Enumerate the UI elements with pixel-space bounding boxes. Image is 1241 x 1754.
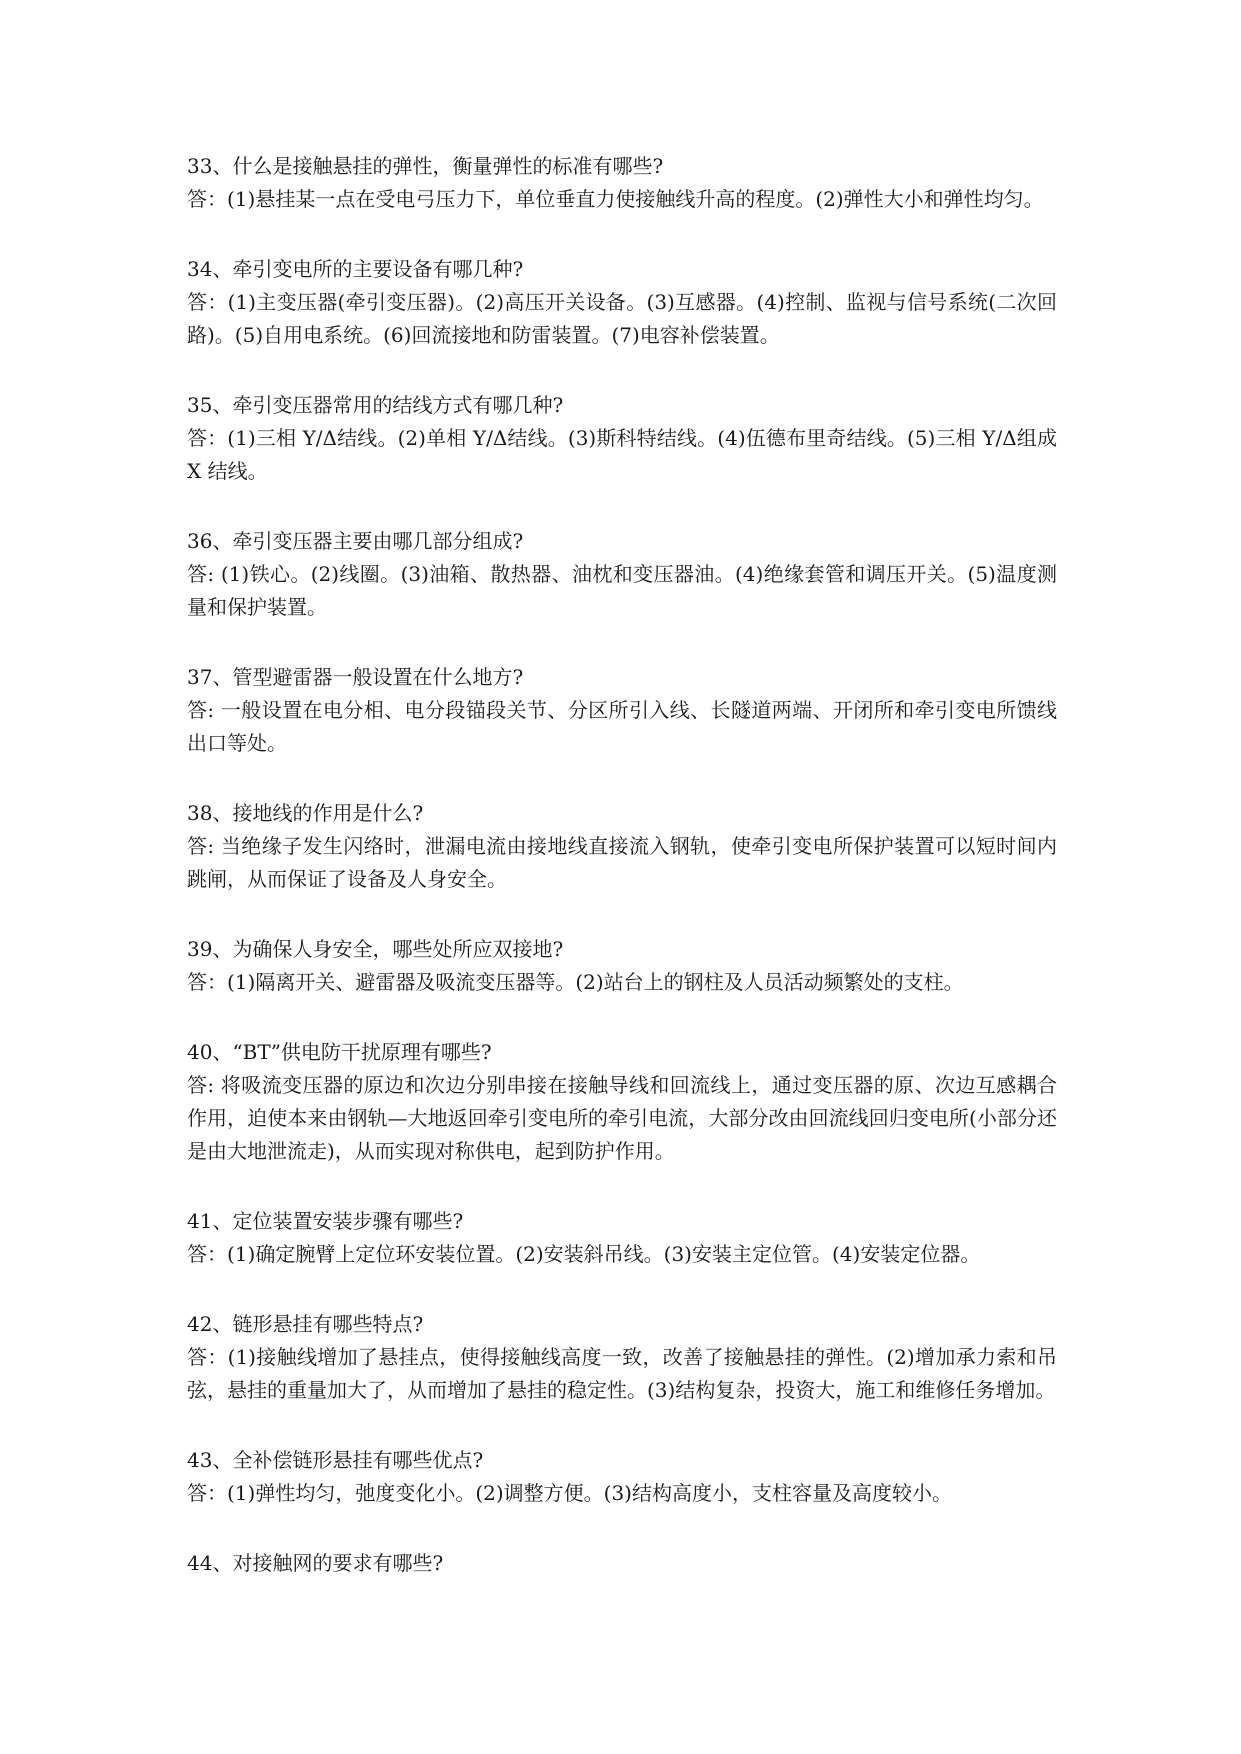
question-text: 35、牵引变压器常用的结线方式有哪几种? xyxy=(187,393,564,417)
question-text: 36、牵引变压器主要由哪几部分组成? xyxy=(187,529,524,553)
answer-text: 答: 当绝缘子发生闪络时，泄漏电流由接地线直接流入钢轨，使牵引变电所保护装置可以短时间内跳闸，从而保证了设备及人身安全。 xyxy=(187,834,1057,891)
answer-text: 答：(1)主变压器(牵引变压器)。(2)高压开关设备。(3)互感器。(4)控制、监视与信号系统(二次回路)。(5)自用电系统。(6)回流接地和防雷装置。(7)电容补偿装置。 xyxy=(187,290,1057,347)
qa-item xyxy=(187,389,1057,488)
question-text: 44、对接触网的要求有哪些? xyxy=(187,1551,444,1575)
answer-text: 答：(1)确定腕臂上定位环安装位置。(2)安装斜吊线。(3)安装主定位管。(4)安装定位器。 xyxy=(187,1242,981,1266)
qa-item xyxy=(187,1444,1057,1510)
question-text: 43、全补偿链形悬挂有哪些优点? xyxy=(187,1448,484,1472)
qa-item xyxy=(187,1308,1057,1407)
document-content xyxy=(187,150,1057,1580)
answer-text: 答：(1)悬挂某一点在受电弓压力下，单位垂直力使接触线升高的程度。(2)弹性大小和弹性均匀。 xyxy=(187,187,1044,211)
qa-item xyxy=(187,150,1057,216)
question-text: 39、为确保人身安全，哪些处所应双接地? xyxy=(187,937,564,961)
qa-item xyxy=(187,525,1057,624)
qa-item xyxy=(187,1036,1057,1168)
question-text: 34、牵引变电所的主要设备有哪几种? xyxy=(187,257,524,281)
answer-text: 答：(1)接触线增加了悬挂点，使得接触线高度一致，改善了接触悬挂的弹性。(2)增加承力索和吊弦，悬挂的重量加大了，从而增加了悬挂的稳定性。(3)结构复杂，投资大，施工和维修任务增加。 xyxy=(187,1345,1057,1402)
qa-item xyxy=(187,661,1057,760)
qa-item xyxy=(187,1205,1057,1271)
question-text: 41、定位装置安装步骤有哪些? xyxy=(187,1209,464,1233)
question-text: 42、链形悬挂有哪些特点? xyxy=(187,1312,424,1336)
answer-text: 答: 一般设置在电分相、电分段锚段关节、分区所引入线、长隧道两端、开闭所和牵引变电所馈线出口等处。 xyxy=(187,698,1057,755)
answer-text: 答：(1)隔离开关、避雷器及吸流变压器等。(2)站台上的钢柱及人员活动频繁处的支柱。 xyxy=(187,970,964,994)
question-text: 37、管型避雷器一般设置在什么地方? xyxy=(187,665,524,689)
answer-text: 答：(1)三相 Y/Δ结线。(2)单相 Y/Δ结线。(3)斯科特结线。(4)伍德布里奇结线。(5)三相 Y/Δ组成 X 结线。 xyxy=(187,426,1057,483)
question-text: 40、“BT”供电防干扰原理有哪些? xyxy=(187,1040,492,1064)
qa-item xyxy=(187,1547,1057,1580)
answer-text: 答: (1)铁心。(2)线圈。(3)油箱、散热器、油枕和变压器油。(4)绝缘套管和调压开关。(5)温度测量和保护装置。 xyxy=(187,562,1057,619)
qa-item xyxy=(187,797,1057,896)
qa-item xyxy=(187,253,1057,352)
answer-text: 答: 将吸流变压器的原边和次边分别串接在接触导线和回流线上，通过变压器的原、次边互感耦合作用，迫使本来由钢轨—大地返回牵引变电所的牵引电流，大部分改由回流线回归变电所(小部分还是由大地泄流走)，从而实现对称供电，起到防护作用。 xyxy=(187,1073,1057,1163)
question-text: 38、接地线的作用是什么? xyxy=(187,801,424,825)
question-text: 33、什么是接触悬挂的弹性，衡量弹性的标准有哪些? xyxy=(187,154,664,178)
qa-item xyxy=(187,933,1057,999)
answer-text: 答：(1)弹性均匀，弛度变化小。(2)调整方便。(3)结构高度小，支柱容量及高度较小。 xyxy=(187,1481,952,1505)
